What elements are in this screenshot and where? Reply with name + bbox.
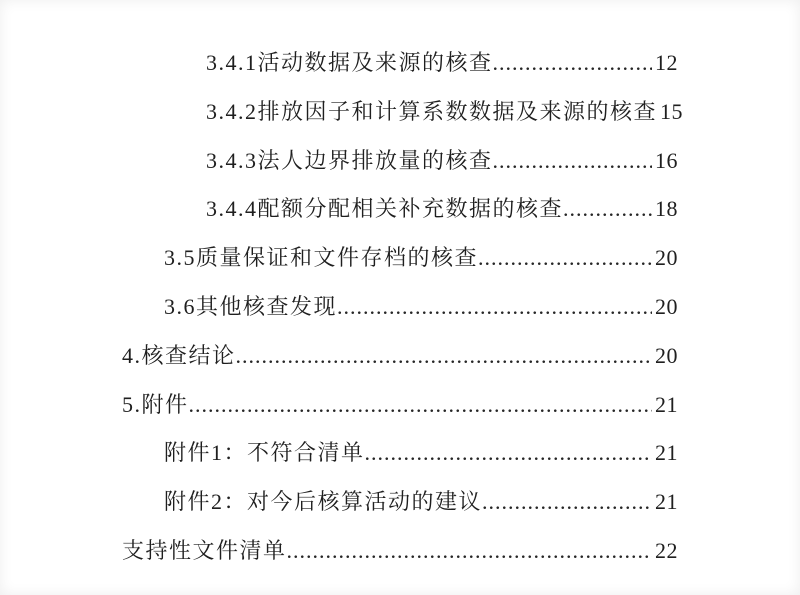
toc-entry-page: 21 (655, 391, 678, 417)
toc-entry (122, 88, 684, 137)
toc-entry-page: 20 (655, 293, 678, 319)
toc-entry (122, 234, 678, 283)
dot-leader (287, 527, 652, 576)
toc-entry (122, 429, 678, 478)
toc-entry-page: 20 (655, 342, 678, 368)
toc-entry-page: 18 (655, 196, 678, 222)
dot-leader (478, 234, 652, 283)
toc-entry-label: 3.4.4配额分配相关补充数据的核查 (206, 196, 564, 222)
table-of-contents (122, 39, 684, 576)
toc-entry-label: 4.核查结论 (122, 342, 236, 368)
toc-entry-label: 3.4.2排放因子和计算系数数据及来源的核查 (206, 98, 658, 124)
toc-entry-label: 附件1：不符合清单 (164, 440, 365, 466)
dot-leader (337, 283, 652, 332)
toc-entry-label: 5.附件 (122, 391, 189, 417)
dot-leader (493, 39, 652, 88)
toc-entry-label: 3.5质量保证和文件存档的核查 (164, 245, 479, 271)
toc-entry-label: 附件2：对今后核算活动的建议 (164, 489, 483, 515)
toc-entry (122, 332, 678, 381)
toc-entry-page: 15 (660, 98, 684, 124)
toc-entry (122, 381, 678, 430)
dot-leader (482, 478, 652, 527)
toc-entry-page: 16 (655, 147, 678, 173)
dot-leader (563, 185, 652, 234)
toc-entry-page: 20 (655, 245, 678, 271)
toc-entry-label: 3.4.1活动数据及来源的核查 (206, 50, 493, 75)
toc-entry-page: 21 (655, 489, 678, 515)
dot-leader (365, 429, 652, 478)
toc-entry-page: 22 (655, 537, 678, 563)
toc-entry-page: 21 (655, 440, 678, 466)
toc-entry (122, 185, 678, 234)
toc-entry-page: 12 (655, 50, 678, 75)
toc-entry (122, 527, 678, 576)
dot-leader (493, 137, 652, 186)
dot-leader (189, 381, 652, 430)
dot-leader (236, 332, 652, 381)
toc-entry (122, 39, 678, 88)
toc-entry-label: 3.6其他核查发现 (164, 293, 338, 319)
toc-entry-label: 3.4.3法人边界排放量的核查 (206, 147, 493, 173)
toc-entry-label: 支持性文件清单 (122, 537, 287, 563)
toc-entry (122, 283, 678, 332)
toc-entry (122, 137, 678, 186)
toc-entry (122, 478, 678, 527)
